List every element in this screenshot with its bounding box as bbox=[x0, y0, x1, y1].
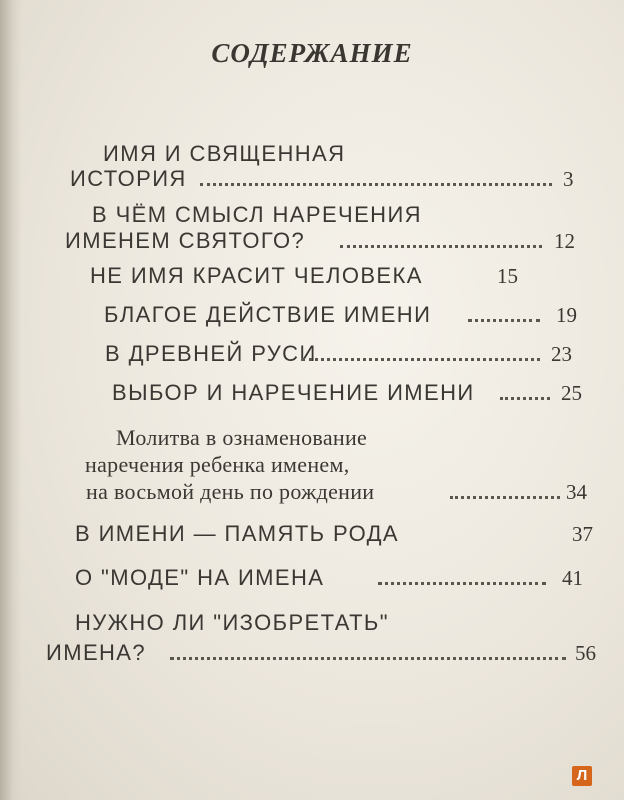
toc-entry-1-leader bbox=[200, 183, 552, 186]
labirint-logo-icon bbox=[572, 766, 592, 786]
toc-entry-2-line-1: В ЧЁМ СМЫСЛ НАРЕЧЕНИЯ bbox=[92, 202, 422, 227]
toc-entry-10-leader bbox=[170, 657, 566, 660]
toc-entry-6-page: 25 bbox=[561, 381, 582, 405]
toc-entry-10-line-1: НУЖНО ЛИ "ИЗОБРЕТАТЬ" bbox=[75, 610, 389, 635]
toc-entry-5-line-1: В ДРЕВНЕЙ РУСИ bbox=[105, 341, 317, 366]
toc-entry-4-page: 19 bbox=[556, 303, 577, 327]
toc-entry-9-leader bbox=[378, 582, 546, 585]
toc-entry-4-leader bbox=[468, 319, 540, 322]
toc-entry-6-leader bbox=[500, 397, 550, 400]
toc-entry-9-line-1: О "МОДЕ" НА ИМЕНА bbox=[75, 565, 325, 590]
toc-entry-8-page: 37 bbox=[572, 522, 593, 546]
toc-entry-1-line-1: ИМЯ И СВЯЩЕННАЯ bbox=[103, 141, 346, 166]
toc-entry-6-line-1: ВЫБОР И НАРЕЧЕНИЕ ИМЕНИ bbox=[112, 380, 475, 405]
toc-entry-5-page: 23 bbox=[551, 342, 572, 366]
toc-entry-7-leader bbox=[450, 496, 560, 499]
toc-entry-5-leader bbox=[302, 358, 540, 361]
toc-entry-4-line-1: БЛАГОЕ ДЕЙСТВИЕ ИМЕНИ bbox=[104, 302, 432, 327]
toc-entry-1-page: 3 bbox=[563, 167, 574, 191]
toc-entry-10-line-2: ИМЕНА? bbox=[46, 640, 147, 665]
toc-entry-8-line-1: В ИМЕНИ — ПАМЯТЬ РОДА bbox=[75, 521, 400, 546]
toc-entry-2-line-2: ИМЕНЕМ СВЯТОГО? bbox=[65, 228, 306, 253]
toc-entry-3-line-1: НЕ ИМЯ КРАСИТ ЧЕЛОВЕКА bbox=[90, 263, 423, 288]
toc-entry-7-line-2: наречения ребенка именем, bbox=[85, 452, 350, 477]
toc-entry-1-line-2: ИСТОРИЯ bbox=[70, 166, 187, 191]
page-spine-shadow bbox=[0, 0, 22, 800]
toc-entry-9-page: 41 bbox=[562, 566, 583, 590]
toc-entry-2-page: 12 bbox=[554, 229, 575, 253]
toc-entry-3-page: 15 bbox=[497, 264, 518, 288]
toc-entry-2-leader bbox=[340, 245, 542, 248]
logo-letter: Л bbox=[576, 767, 588, 784]
toc-entry-7-line-3: на восьмой день по рождении bbox=[86, 479, 375, 504]
toc-entry-7-page: 34 bbox=[566, 480, 587, 504]
contents-heading: СОДЕРЖАНИЕ bbox=[211, 38, 413, 68]
toc-entry-10-page: 56 bbox=[575, 641, 596, 665]
toc-entry-7-line-1: Молитва в ознаменование bbox=[116, 425, 368, 450]
